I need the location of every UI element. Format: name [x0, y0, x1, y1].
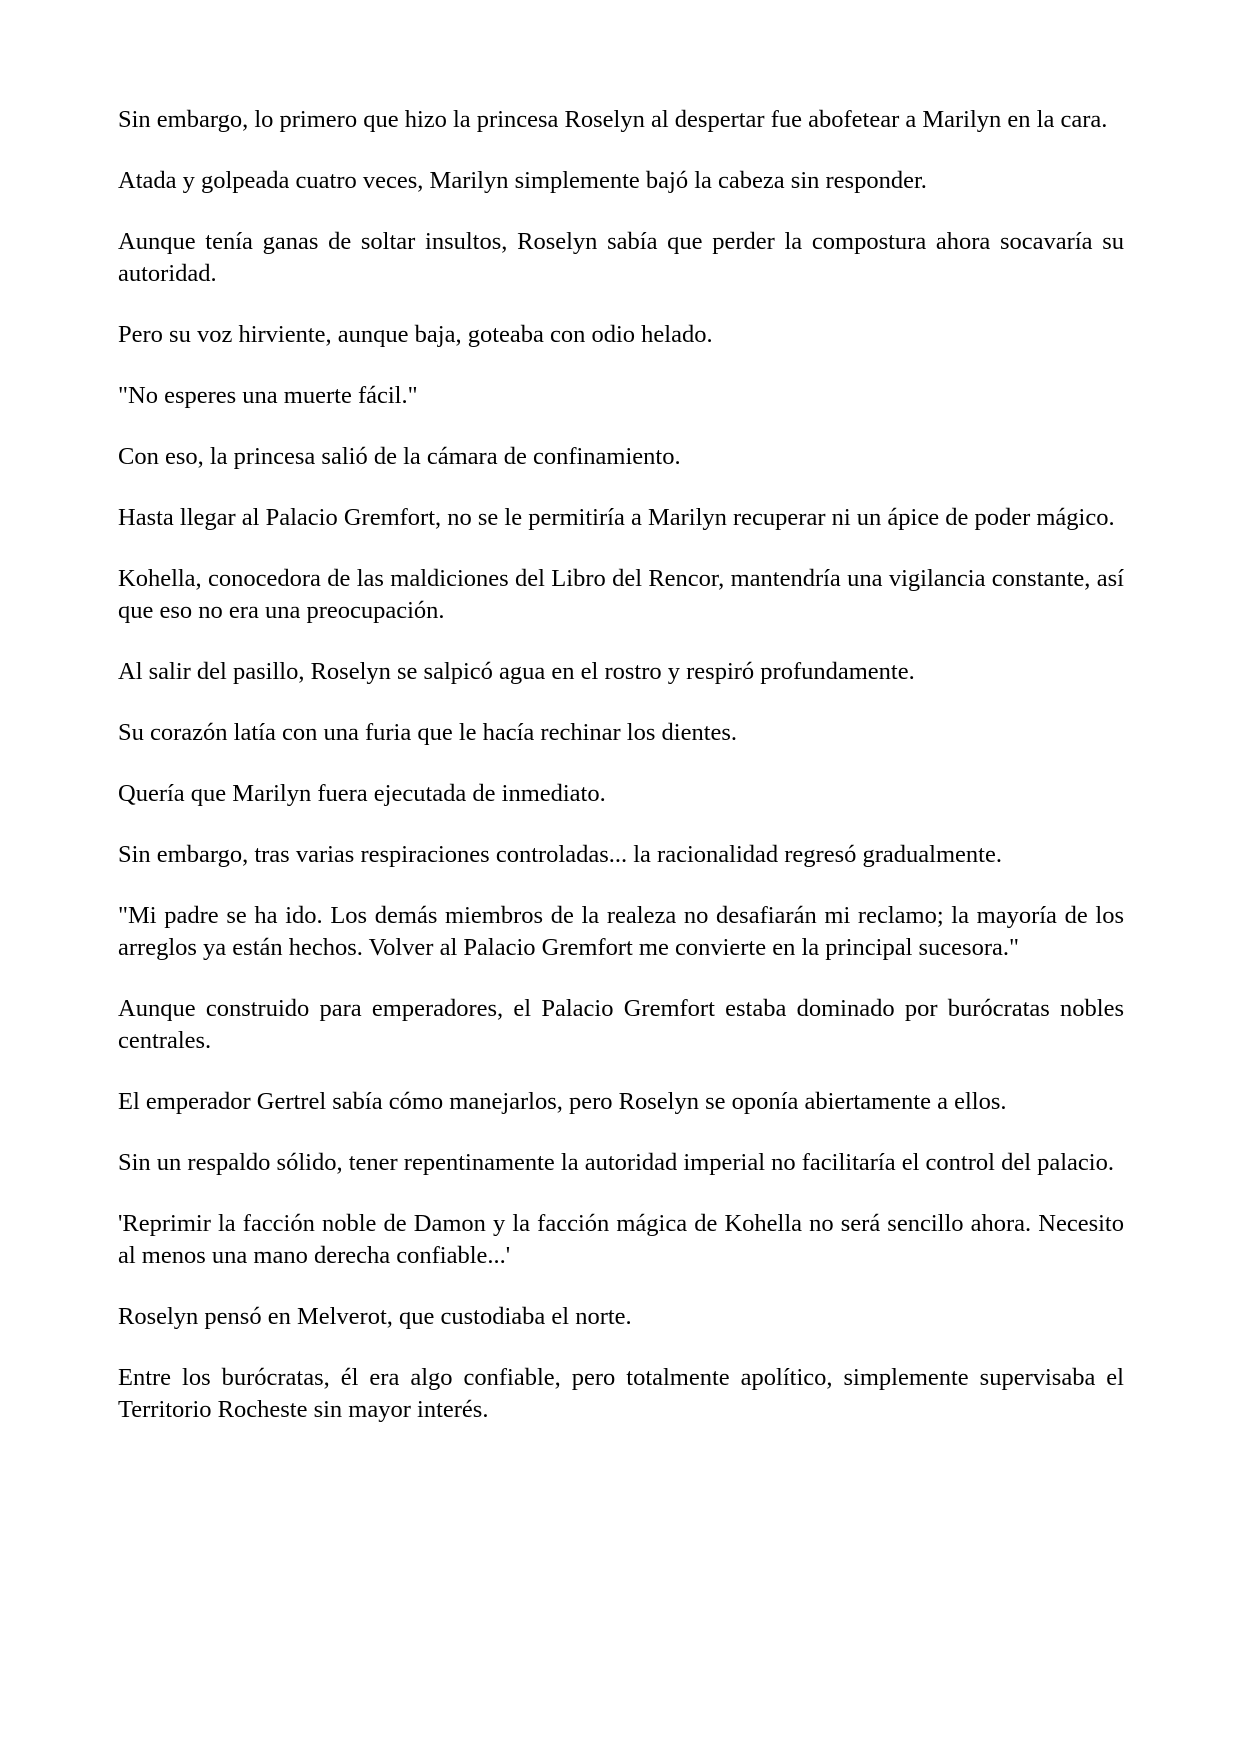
- paragraph-1: Sin embargo, lo primero que hizo la princesa Roselyn al despertar fue abofetear a Marilyn en la cara.: [118, 106, 1108, 133]
- paragraph-15: El emperador Gertrel sabía cómo manejarlos, pero Roselyn se oponía abiertamente a ellos.: [118, 1088, 1007, 1115]
- paragraph-3: Aunque tenía ganas de soltar insultos, Roselyn sabía que perder la compostura ahora socavaría su autoridad.: [118, 228, 1124, 287]
- paragraph-19: Entre los burócratas, él era algo confiable, pero totalmente apolítico, simplemente supervisaba el Territorio Rocheste sin mayor interés.: [118, 1364, 1124, 1423]
- document-page: [118, 104, 1124, 1455]
- paragraph-13: "Mi padre se ha ido. Los demás miembros de la realeza no desafiarán mi reclamo; la mayoría de los arreglos ya están hechos. Volver al Palacio Gremfort me convierte en la principal sucesora.": [118, 902, 1124, 961]
- paragraph-8: Kohella, conocedora de las maldiciones del Libro del Rencor, mantendría una vigilancia constante, así que eso no era una preocupación.: [118, 565, 1124, 624]
- paragraph-11: Quería que Marilyn fuera ejecutada de inmediato.: [118, 780, 606, 807]
- paragraph-4: Pero su voz hirviente, aunque baja, goteaba con odio helado.: [118, 321, 713, 348]
- paragraph-6: Con eso, la princesa salió de la cámara de confinamiento.: [118, 443, 681, 470]
- paragraph-14: Aunque construido para emperadores, el Palacio Gremfort estaba dominado por burócratas nobles centrales.: [118, 995, 1124, 1054]
- paragraph-5: "No esperes una muerte fácil.": [118, 382, 418, 409]
- paragraph-2: Atada y golpeada cuatro veces, Marilyn simplemente bajó la cabeza sin responder.: [118, 167, 927, 194]
- paragraph-12: Sin embargo, tras varias respiraciones controladas... la racionalidad regresó gradualmente.: [118, 841, 1002, 868]
- paragraph-17: 'Reprimir la facción noble de Damon y la facción mágica de Kohella no será sencillo ahora. Necesito al menos una mano derecha confiable...': [118, 1210, 1124, 1269]
- paragraph-18: Roselyn pensó en Melverot, que custodiaba el norte.: [118, 1303, 632, 1330]
- paragraph-16: Sin un respaldo sólido, tener repentinamente la autoridad imperial no facilitaría el control del palacio.: [118, 1149, 1114, 1176]
- paragraph-10: Su corazón latía con una furia que le hacía rechinar los dientes.: [118, 719, 738, 746]
- paragraph-9: Al salir del pasillo, Roselyn se salpicó agua en el rostro y respiró profundamente.: [118, 658, 915, 685]
- paragraph-7: Hasta llegar al Palacio Gremfort, no se le permitiría a Marilyn recuperar ni un ápice de poder mágico.: [118, 504, 1115, 531]
